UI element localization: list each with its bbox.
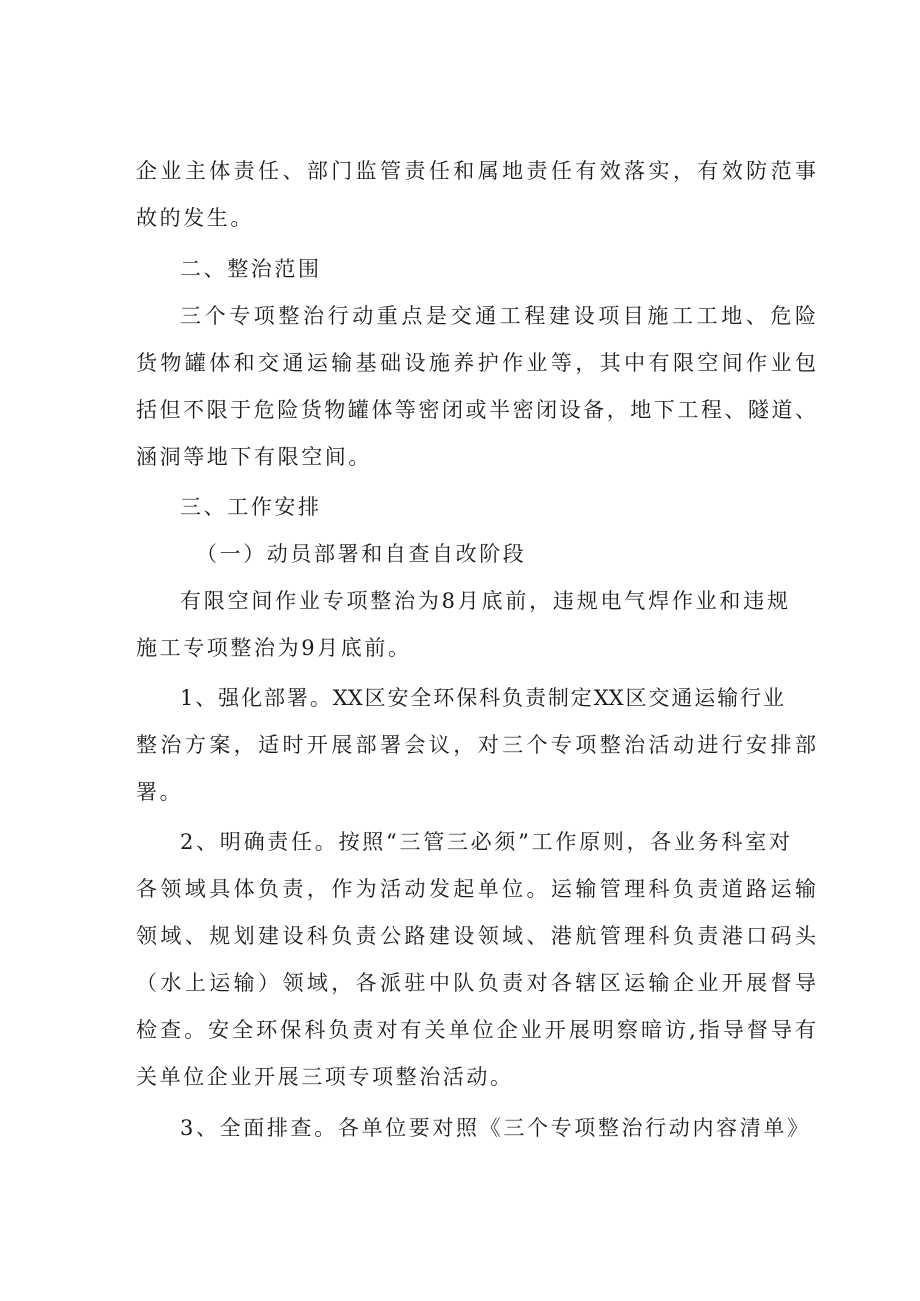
paragraph-line: 货物罐体和交通运输基础设施养护作业等，其中有限空间作业包 bbox=[136, 351, 816, 375]
paragraph-line: 有限空间作业专项整治为8月底前，违规电气焊作业和违规 bbox=[180, 589, 788, 613]
paragraph-line: 1、强化部署。XX区安全环保科负责制定XX区交通运输行业 bbox=[180, 686, 784, 710]
paragraph-line: 署。 bbox=[136, 780, 184, 804]
paragraph-line: 三个专项整治行动重点是交通工程建设项目施工工地、危险 bbox=[180, 304, 816, 328]
paragraph-line: 检查。安全环保科负责对有关单位企业开展明察暗访,指导督导有 bbox=[136, 1018, 816, 1042]
paragraph-line: 施工专项整治为9月底前。 bbox=[136, 636, 412, 660]
section-heading: 二、整治范围 bbox=[180, 257, 322, 281]
paragraph-line: 领域、规划建设科负责公路建设领域、港航管理科负责港口码头 bbox=[136, 924, 816, 948]
paragraph-line: 3、全面排查。各单位要对照《三个专项整治行动内容清单》 bbox=[180, 1116, 808, 1140]
paragraph-line: （水上运输）领域，各派驻中队负责对各辖区运输企业开展督导 bbox=[136, 971, 816, 995]
paragraph-line: 企业主体责任、部门监管责任和属地责任有效落实，有效防范事 bbox=[136, 159, 816, 183]
paragraph-line: 括但不限于危险货物罐体等密闭或半密闭设备，地下工程、隧道、 bbox=[136, 398, 816, 422]
paragraph-line: 涵洞等地下有限空间。 bbox=[136, 445, 372, 469]
section-heading: 三、工作安排 bbox=[180, 495, 322, 519]
paragraph-line: 各领域具体负责，作为活动发起单位。运输管理科负责道路运输 bbox=[136, 877, 816, 901]
paragraph-line: 2、明确责任。按照“三管三必须”工作原则，各业务科室对 bbox=[180, 830, 790, 854]
paragraph-line: 整治方案，适时开展部署会议，对三个专项整治活动进行安排部 bbox=[136, 733, 816, 757]
paragraph-line: 关单位企业开展三项专项整治活动。 bbox=[136, 1065, 514, 1089]
paragraph-line: 故的发生。 bbox=[136, 206, 254, 230]
subsection-heading: （一）动员部署和自查自改阶段 bbox=[196, 542, 527, 566]
